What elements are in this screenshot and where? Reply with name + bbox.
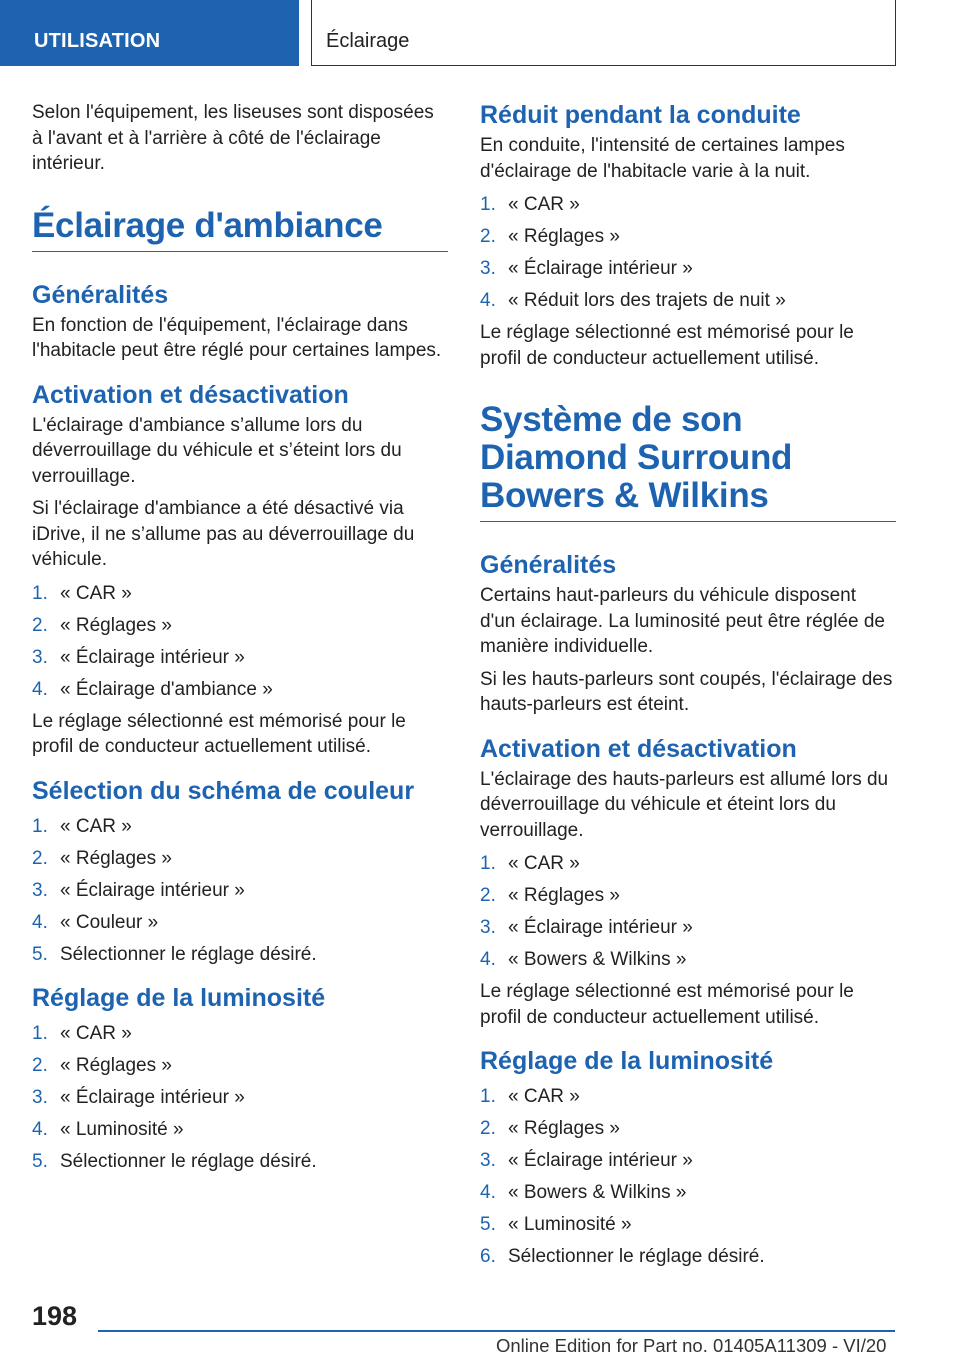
section-title-ambiance: Éclairage d'ambiance [32,207,448,252]
chapter-box [311,0,896,66]
chapter-label: Éclairage [326,30,410,52]
activation-paragraph-1: L'éclairage d'ambiance s’allume lors du déverrouillage du véhicule et s’éteint lors du verrouillage. [32,414,402,487]
list-item: 2. « Réglages » [32,1054,172,1076]
activation-right-steps [480,851,896,972]
heading-reduit: Réduit pendant la conduite [480,101,801,129]
list-item: 5. Sélectionner le réglage désiré. [32,943,317,965]
footer-divider [98,1330,895,1332]
list-item: 5. Sélectionner le réglage désiré. [32,1150,317,1172]
generalites-right-paragraph-1: Certains haut-parleurs du véhicule disposent d'un éclairage. La luminosité peut être réglée de manière individuelle. [480,585,886,657]
list-item: 2. « Réglages » [32,614,172,636]
list-item: 1. « CAR » [480,853,580,874]
heading-luminosite-left: Réglage de la luminosité [32,983,326,1012]
list-item: 4. « Éclairage d'ambiance » [32,678,273,700]
activation-right-paragraph: L'éclairage des hauts-parleurs est allumé lors du déverrouillage du véhicule et éteint lors du verrouillage. [480,768,889,841]
activation-right-note: Le réglage sélectionné est mémorisé pour le profil de conducteur actuellement utilisé. [480,981,854,1028]
heading-generalites: Généralités [32,280,169,309]
list-item: 2. « Réglages » [480,1118,620,1139]
list-item: 5. « Luminosité » [480,1214,632,1235]
list-item: 3. « Éclairage intérieur » [480,1150,693,1171]
activation-paragraph-2: Si l'éclairage d'ambiance a été désactivé via iDrive, il ne s’allume pas au déverrouillage du véhicule. [32,498,415,570]
list-item: 3. « Éclairage intérieur » [32,1086,245,1108]
list-item: 3. « Éclairage intérieur » [480,917,693,938]
reduit-steps [480,192,896,313]
heading-activation: Activation et désactivation [32,380,349,409]
list-item: 1. « CAR » [32,582,132,604]
list-item: 4. « Luminosité » [32,1118,184,1140]
list-item: 4. « Couleur » [32,911,159,933]
heading-luminosite-right: Réglage de la luminosité [480,1047,774,1075]
heading-couleur: Sélection du schéma de couleur [32,776,415,805]
list-item: 2. « Réglages » [32,847,172,869]
page-number: 198 [32,1301,78,1331]
heading-activation-right: Activation et désactivation [480,734,797,763]
reduit-note: Le réglage sélectionné est mémorisé pour le profil de conducteur actuellement utilisé. [480,322,854,369]
footer-edition: Online Edition for Part no. 01405A11309 - VI/20 [496,1335,887,1356]
activation-steps [32,581,448,702]
list-item: 4. « Réduit lors des trajets de nuit » [480,290,786,311]
heading-generalites-right: Généralités [480,551,617,579]
list-item: 6. Sélectionner le réglage désiré. [480,1246,765,1267]
list-item: 1. « CAR » [32,815,132,837]
list-item: 3. « Éclairage intérieur » [32,646,245,668]
list-item: 4. « Bowers & Wilkins » [480,1182,687,1203]
reduit-paragraph: En conduite, l'intensité de certaines lampes d'éclairage de l'habitacle varie à la nuit. [480,135,845,182]
couleur-steps [32,814,448,967]
list-item: 3. « Éclairage intérieur » [32,879,245,901]
section-label: UTILISATION [34,30,161,52]
list-item: 3. « Éclairage intérieur » [480,258,693,279]
list-item: 1. « CAR » [32,1022,132,1044]
generalites-right-paragraph-2: Si les hauts-parleurs sont coupés, l'éclairage des hauts-parleurs est éteint. [480,668,893,715]
luminosite-steps-right [480,1084,896,1269]
list-item: 1. « CAR » [480,194,580,215]
luminosite-steps-left [32,1021,448,1174]
list-item: 2. « Réglages » [480,885,620,906]
section-title-bowers-wilkins: Système de son Diamond Surround Bowers & Wilkins [480,401,896,522]
intro-paragraph: Selon l'équipement, les liseuses sont disposées à l'avant et à l'arrière à côté de l'éclairage intérieur. [32,102,434,174]
list-item: 2. « Réglages » [480,226,620,247]
activation-note: Le réglage sélectionné est mémorisé pour le profil de conducteur actuellement utilisé. [32,710,406,757]
section-tab [0,0,299,66]
list-item: 1. « CAR » [480,1086,580,1107]
page-header [0,0,960,66]
right-column [480,100,896,1276]
generalites-paragraph: En fonction de l'équipement, l'éclairage dans l'habitacle peut être réglé pour certaines lampes. [32,314,442,361]
left-column [32,100,448,1181]
list-item: 4. « Bowers & Wilkins » [480,949,687,970]
